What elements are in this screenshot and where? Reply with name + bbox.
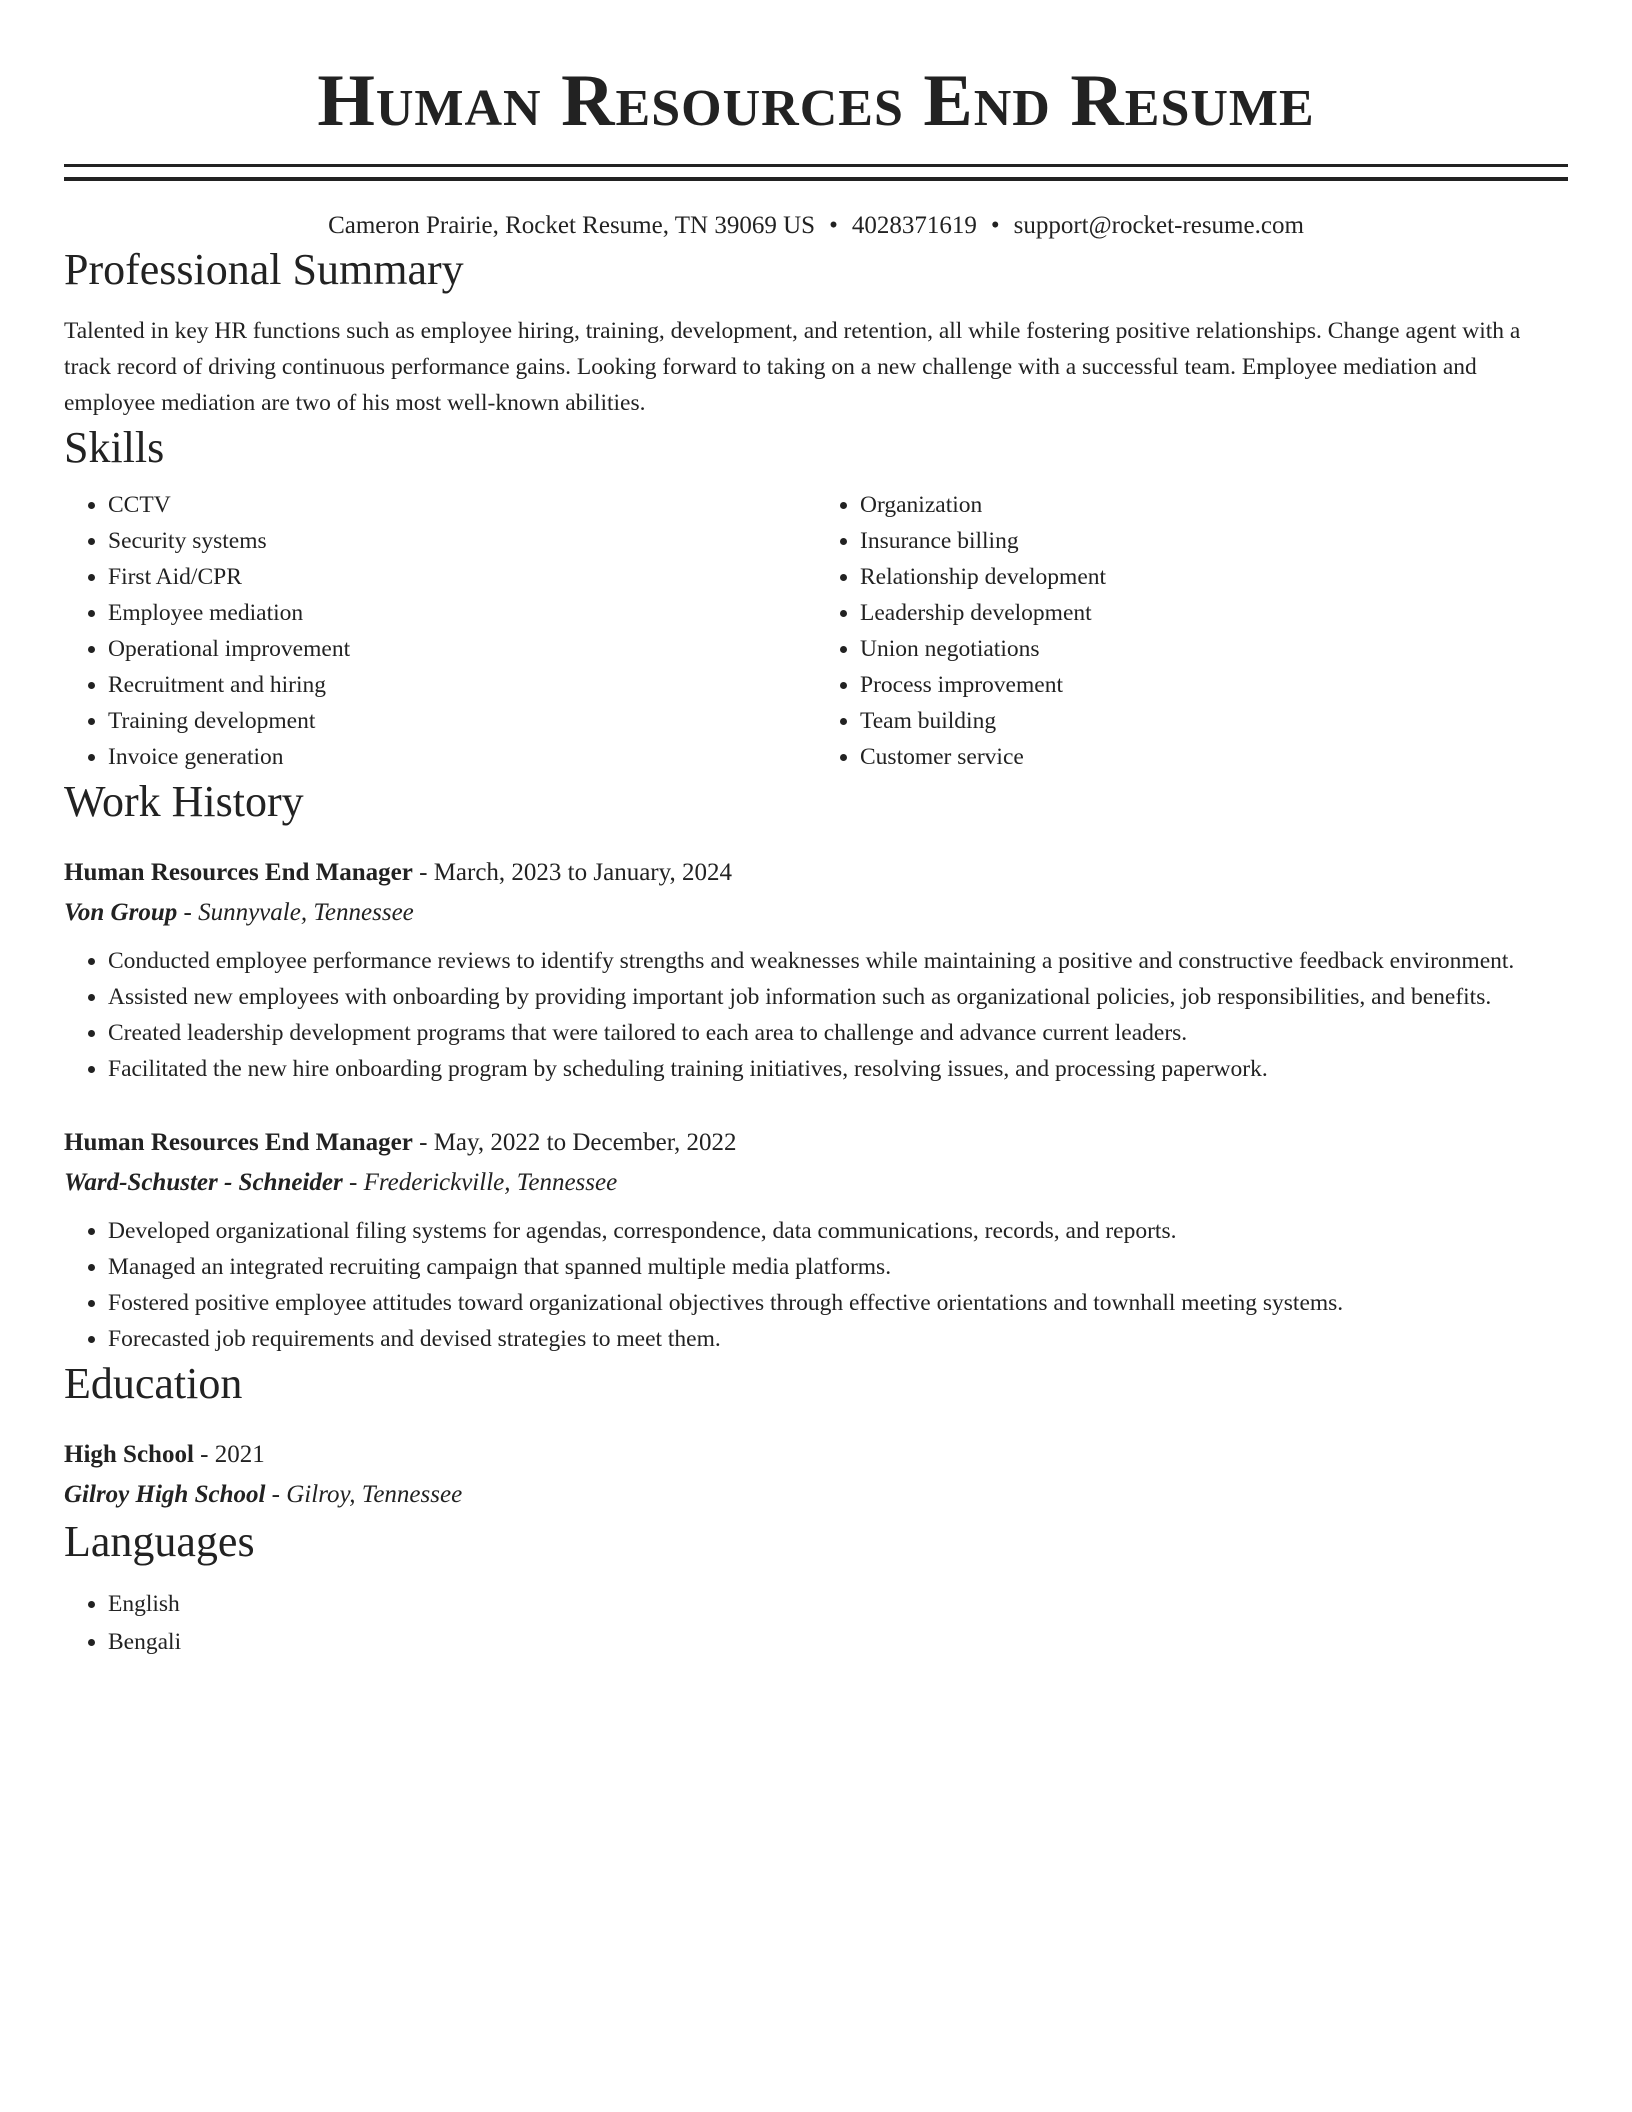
skill-item: • Invoice generation bbox=[108, 739, 816, 775]
education-degree: High School bbox=[64, 1441, 194, 1468]
skill-item: • CCTV bbox=[108, 487, 816, 523]
job-duty: • Conducted employee performance reviews to identify strengths and weaknesses while maintaining a positive and constructive feedback environment. bbox=[108, 943, 1568, 979]
summary-heading: Professional Summary bbox=[64, 245, 464, 294]
dash-separator: - bbox=[412, 859, 434, 886]
skill-item: • Recruitment and hiring bbox=[108, 667, 816, 703]
contact-separator: • bbox=[829, 212, 838, 239]
skill-item: • Customer service bbox=[860, 739, 1568, 775]
job-title-line bbox=[64, 853, 1568, 893]
skill-item: • Union negotiations bbox=[860, 631, 1568, 667]
skill-item: • Organization bbox=[860, 487, 1568, 523]
contact-address: Cameron Prairie, Rocket Resume, TN 39069 US bbox=[328, 212, 816, 239]
education-year: 2021 bbox=[214, 1441, 265, 1468]
skill-item: • Operational improvement bbox=[108, 631, 816, 667]
job-duty: • Developed organizational filing systems for agendas, correspondence, data communications, records, and reports. bbox=[108, 1213, 1568, 1249]
contact-phone: 4028371619 bbox=[851, 212, 977, 239]
job-duty: • Created leadership development programs that were tailored to each area to challenge and advance current leaders. bbox=[108, 1015, 1568, 1051]
language-item: • Bengali bbox=[108, 1623, 1568, 1661]
education-entry bbox=[64, 1435, 1568, 1515]
education-location: Gilroy, Tennessee bbox=[286, 1481, 463, 1508]
dash-separator: - bbox=[193, 1441, 215, 1468]
skill-item: • First Aid/CPR bbox=[108, 559, 816, 595]
skills-left-column bbox=[64, 487, 816, 775]
job-duty: • Forecasted job requirements and devised strategies to meet them. bbox=[108, 1321, 1568, 1357]
education-degree-line bbox=[64, 1435, 1568, 1475]
dash-separator: - bbox=[265, 1481, 287, 1508]
job-location: Frederickville, Tennessee bbox=[363, 1169, 618, 1196]
skill-item: • Process improvement bbox=[860, 667, 1568, 703]
dash-separator: - bbox=[177, 899, 199, 926]
resume-title: Human Resources End Resume bbox=[317, 60, 1315, 142]
job-entry bbox=[64, 1123, 1568, 1357]
skill-item: • Insurance billing bbox=[860, 523, 1568, 559]
job-company-line bbox=[64, 893, 1568, 933]
job-company: Von Group bbox=[64, 899, 178, 926]
dash-separator: - bbox=[342, 1169, 364, 1196]
dash-separator: - bbox=[412, 1129, 434, 1156]
job-duty: • Managed an integrated recruiting campaign that spanned multiple media platforms. bbox=[108, 1249, 1568, 1285]
skill-item: • Leadership development bbox=[860, 595, 1568, 631]
languages-list bbox=[64, 1585, 1568, 1661]
contact-separator: • bbox=[990, 212, 1000, 239]
job-entry bbox=[64, 853, 1568, 1087]
education-heading: Education bbox=[64, 1359, 243, 1408]
work-history-heading: Work History bbox=[64, 777, 304, 826]
education-school: Gilroy High School bbox=[64, 1481, 266, 1508]
summary-text: Talented in key HR functions such as employee hiring, training, development, and retention, all while fostering positive relationships. Change agent with a track record of driving continuous performance gains. Looking forward to taking on a new challenge with a successful team. Employee mediation and employee mediation are two of his most well-known abilities. bbox=[64, 318, 1521, 416]
languages-heading: Languages bbox=[64, 1517, 255, 1566]
contact-email: support@rocket-resume.com bbox=[1013, 212, 1304, 239]
education-school-line bbox=[64, 1475, 1568, 1515]
job-duty: • Assisted new employees with onboarding by providing important job information such as organizational policies, job responsibilities, and benefits. bbox=[108, 979, 1568, 1015]
job-title: Human Resources End Manager bbox=[64, 859, 413, 886]
job-duties-list bbox=[64, 943, 1568, 1087]
job-duty: • Facilitated the new hire onboarding program by scheduling training initiatives, resolving issues, and processing paperwork. bbox=[108, 1051, 1568, 1087]
skill-item: • Training development bbox=[108, 703, 816, 739]
job-title-line bbox=[64, 1123, 1568, 1163]
skill-item: • Employee mediation bbox=[108, 595, 816, 631]
job-title: Human Resources End Manager bbox=[64, 1129, 413, 1156]
job-company-line bbox=[64, 1163, 1568, 1203]
job-duties-list bbox=[64, 1213, 1568, 1357]
job-dates: May, 2022 to December, 2022 bbox=[433, 1129, 737, 1156]
skills-right-column bbox=[816, 487, 1568, 775]
skills-grid bbox=[64, 487, 1568, 775]
skills-heading: Skills bbox=[64, 423, 165, 472]
skill-item: • Relationship development bbox=[860, 559, 1568, 595]
job-company: Ward-Schuster - Schneider bbox=[64, 1169, 343, 1196]
job-location: Sunnyvale, Tennessee bbox=[198, 899, 414, 926]
title-double-rule bbox=[64, 164, 1568, 181]
job-duty: • Fostered positive employee attitudes toward organizational objectives through effective orientations and townhall meeting systems. bbox=[108, 1285, 1568, 1321]
skill-item: • Security systems bbox=[108, 523, 816, 559]
language-item: • English bbox=[108, 1585, 1568, 1623]
skill-item: • Team building bbox=[860, 703, 1568, 739]
job-dates: March, 2023 to January, 2024 bbox=[433, 859, 733, 886]
contact-line bbox=[64, 209, 1568, 243]
